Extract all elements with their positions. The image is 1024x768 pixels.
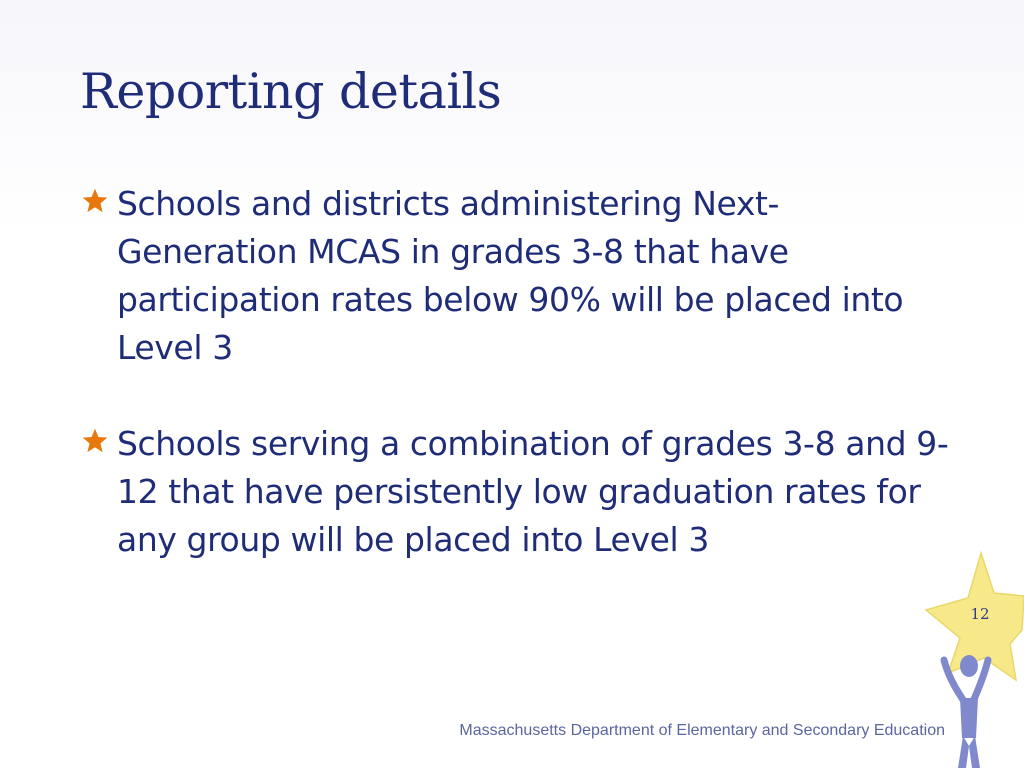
- bullet-text: Schools and districts administering Next-Generation MCAS in grades 3-8 that have participation rates below 90% will be placed into Level 3: [117, 184, 904, 367]
- star-bullet-icon: [81, 187, 109, 215]
- mascot-right-leg: [969, 736, 980, 768]
- mascot-head: [960, 655, 978, 677]
- mascot-body: [960, 698, 978, 738]
- bullet-item: [80, 180, 950, 372]
- mascot-left-leg: [958, 736, 969, 768]
- footer-organization: Massachusetts Department of Elementary and Secondary Education: [459, 722, 945, 739]
- page-number: 12: [970, 605, 990, 623]
- bullet-item: [80, 420, 950, 564]
- bullet-list: [80, 180, 950, 612]
- star-bullet-icon: [81, 427, 109, 455]
- slide-title: Reporting details: [80, 63, 502, 120]
- bullet-text: Schools serving a combination of grades 3-8 and 9-12 that have persistently low graduation rates for any group will be placed into Level 3: [117, 424, 949, 559]
